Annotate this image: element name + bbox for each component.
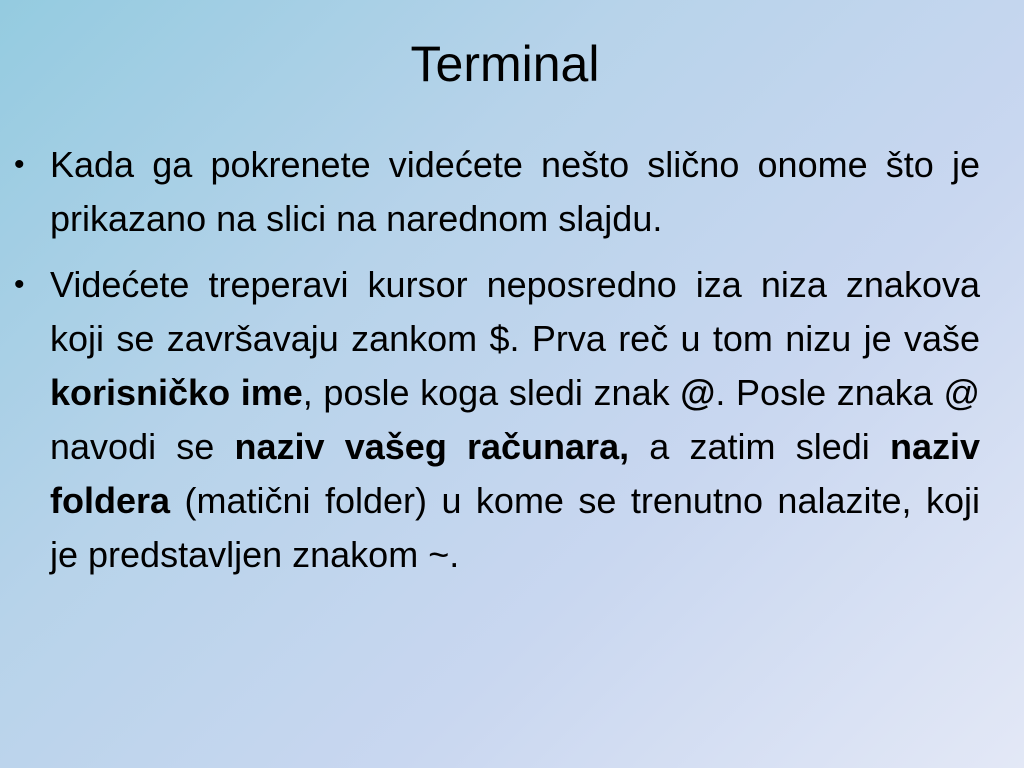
bold-term-username: korisničko ime [50,372,303,413]
bullet-text: Kada ga pokrenete videćete nešto slično onome što je prikazano na slici na narednom slajdu. [50,144,980,239]
bullet-text: a zatim sledi [629,426,890,467]
bullet-text: , posle koga sledi znak [302,372,681,413]
bullet-list [8,138,980,594]
bold-term-at-sign: @ [680,372,716,413]
slide-title: Terminal [410,36,600,92]
bullet-text: . Posle znaka @ navodi se [50,372,981,467]
bold-term-computer-name: naziv vašeg računara, [234,426,630,467]
bullet-text: Videćete treperavi kursor neposredno iza niza znakova koji se završavaju zankom $. Prva reč u tom nizu je vaše [50,264,980,359]
bullet-marker: • [14,268,25,301]
bullet-text: (matični folder) u kome se trenutno nalazite, koji je predstavljen znakom ~. [50,480,980,575]
bold-term-folder-name: naziv foldera [50,426,980,521]
bullet-marker: • [14,148,25,181]
bullet-item [8,258,980,582]
bullet-item [8,138,980,246]
